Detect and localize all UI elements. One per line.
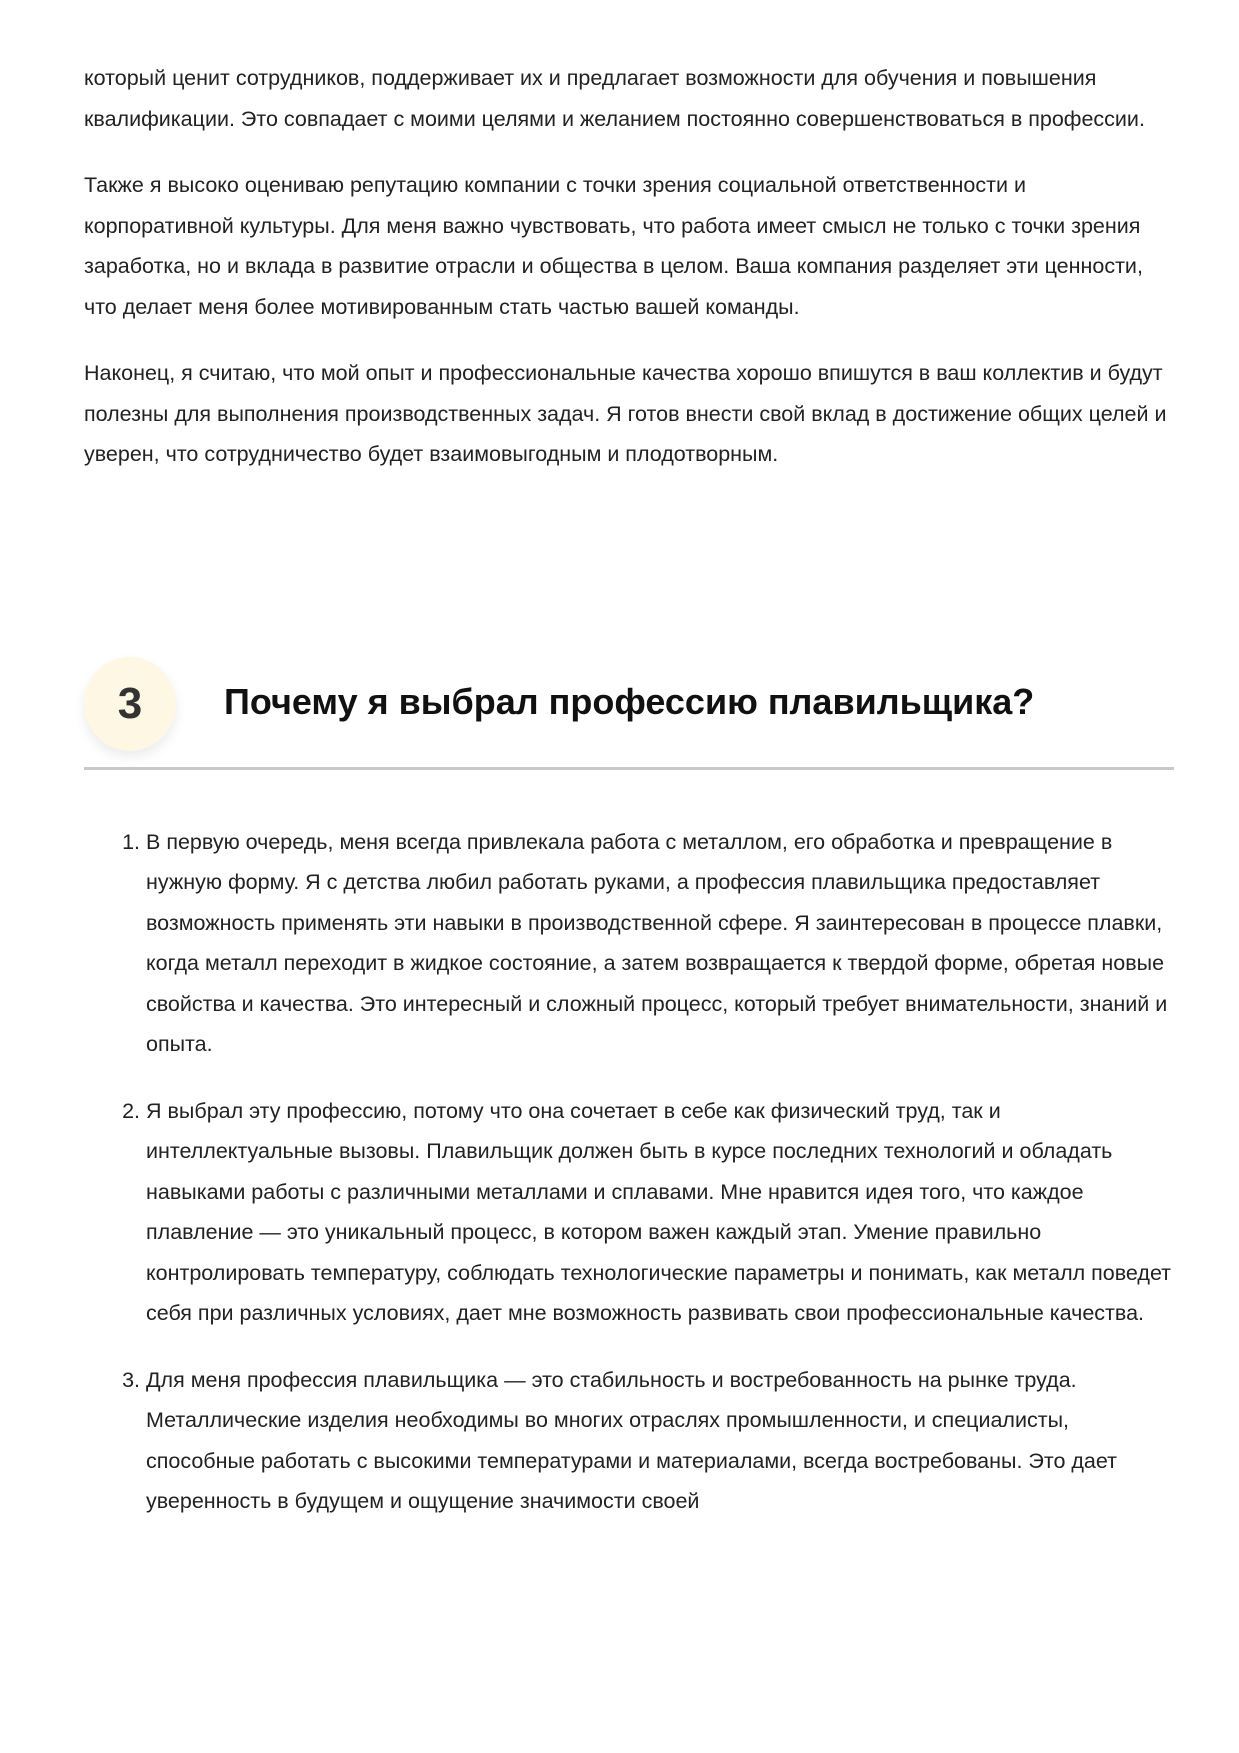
list-item: 2. Я выбрал эту профессию, потому что она сочетает в себе как физический труд, так и интеллектуальные вызовы. Плавильщик должен быть в курсе последних технологий и обладать навыками работы с различными металлами и сплавами. Мне нравится идея того, что каждое плавление — это уникальный процесс, в котором важен каждый этап. Умение правильно контролировать температуру, соблюдать технологические параметры и понимать, как металл поведет себя при различных условиях, дает мне возможность развивать свои профессиональные качества. [146, 1091, 1174, 1334]
paragraph: Наконец, я считаю, что мой опыт и профессиональные качества хорошо впишутся в ваш коллектив и будут полезны для выполнения производственных задач. Я готов внести свой вклад в достижение общих целей и уверен, что сотрудничество будет взаимовыгодным и плодотворным. [84, 361, 1167, 466]
section-title: Почему я выбрал профессию плавильщика? [224, 680, 1035, 722]
section-number-badge: 3 [84, 657, 176, 751]
paragraph: Также я высоко оцениваю репутацию компании с точки зрения социальной ответственности и корпоративной культуры. Для меня важно чувствовать, что работа имеет смысл не только с точки зрения заработка, но и вклада в развитие отрасли и общества в целом. Ваша компания разделяет эти ценности, что делает меня более мотивированным стать частью вашей команды. [84, 173, 1143, 319]
document-body [84, 58, 1174, 1548]
list-item: 1. В первую очередь, меня всегда привлекала работа с металлом, его обработка и превращение в нужную форму. Я с детства любил работать руками, а профессия плавильщика предоставляет возможность применять эти навыки в производственной сфере. Я заинтересован в процессе плавки, когда металл переходит в жидкое состояние, а затем возвращается к твердой форме, обретая новые свойства и качества. Это интересный и сложный процесс, который требует внимательности, знаний и опыта. [146, 822, 1174, 1065]
list-item: 3. Для меня профессия плавильщика — это стабильность и востребованность на рынке труда. Металлические изделия необходимы во многих отраслях промышленности, и специалисты, способные работать с высокими температурами и материалами, всегда востребованы. Это дает уверенность в будущем и ощущение значимости своей [146, 1360, 1174, 1522]
reasons-list [84, 822, 1174, 1522]
section-header [84, 647, 1174, 770]
paragraph: который ценит сотрудников, поддерживает их и предлагает возможности для обучения и повышения квалификации. Это совпадает с моими целями и желанием постоянно совершенствоваться в профессии. [84, 66, 1145, 131]
